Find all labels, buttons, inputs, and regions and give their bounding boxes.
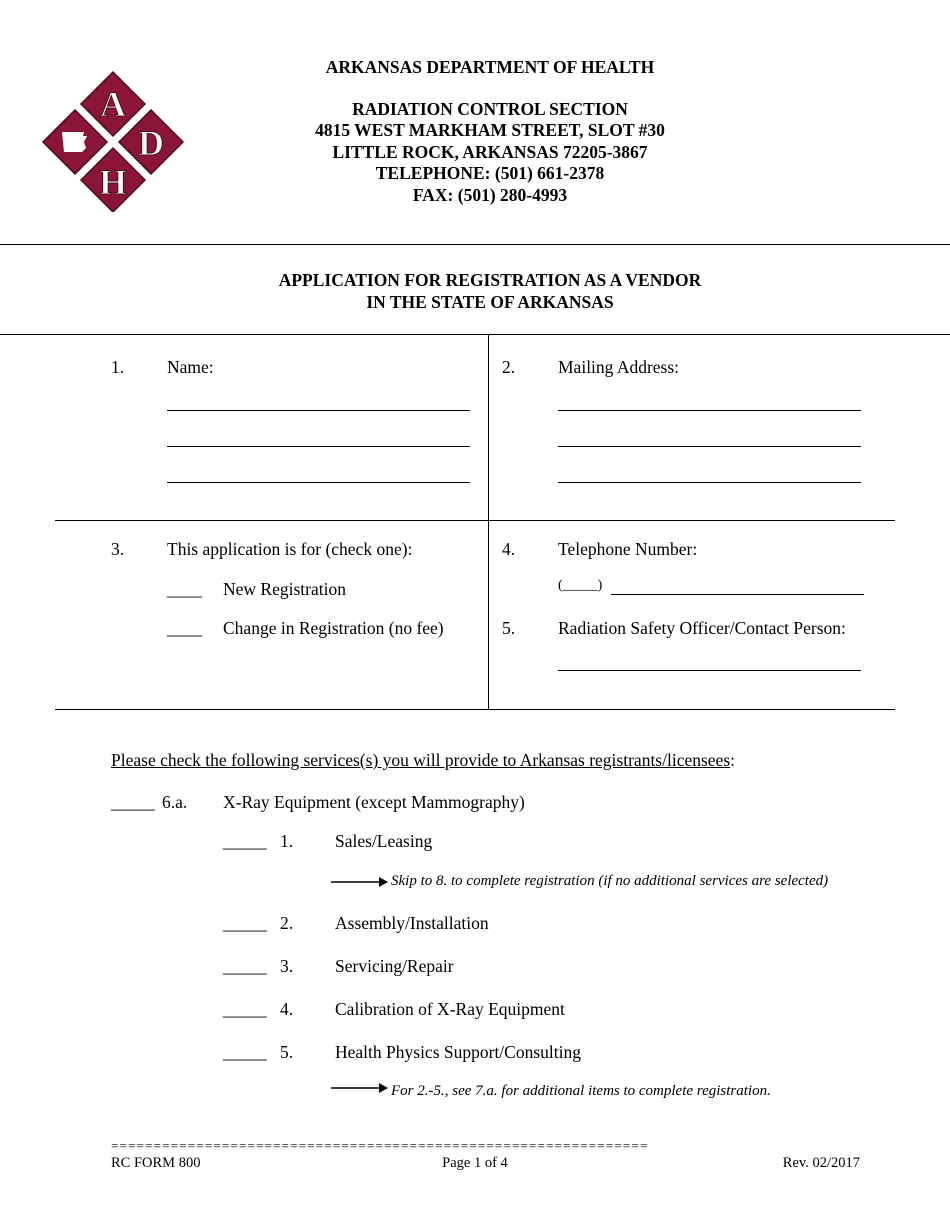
form-id: RC FORM 800: [111, 1155, 201, 1171]
area-code-field[interactable]: (_____): [558, 578, 603, 593]
mailing-input-line-2[interactable]: [558, 446, 861, 447]
title-divider: [0, 334, 950, 335]
agency-name: ARKANSAS DEPARTMENT OF HEALTH: [325, 57, 655, 77]
form-title-line2: IN THE STATE OF ARKANSAS: [366, 292, 614, 312]
phone-input-line[interactable]: [611, 594, 864, 595]
arrow-right-icon-2: [330, 1081, 390, 1099]
city-address: LITTLE ROCK, ARKANSAS 72205-3867: [332, 142, 648, 162]
calibration-label: Calibration of X-Ray Equipment: [335, 999, 565, 1019]
phone-field-number: 4.: [502, 539, 516, 559]
skip-note: Skip to 8. to complete registration (if no additional services are selected): [391, 873, 829, 889]
header-fax: FAX: (501) 280-4993: [412, 185, 568, 205]
assembly-label: Assembly/Installation: [335, 913, 489, 933]
rso-field-label: Radiation Safety Officer/Contact Person:: [558, 618, 846, 638]
mailing-field-number: 2.: [502, 357, 516, 377]
arrow-right-icon-1: [330, 875, 390, 893]
change-registration-checkbox[interactable]: ____: [167, 618, 202, 638]
health-physics-number: 5.: [280, 1042, 294, 1062]
services-intro: [111, 749, 735, 771]
app-type-number: 3.: [111, 539, 125, 559]
item-6a-label: X-Ray Equipment (except Mammography): [223, 792, 525, 812]
additional-items-note: For 2.-5., see 7.a. for additional items to complete registration.: [391, 1083, 771, 1099]
assembly-number: 2.: [280, 913, 294, 933]
street-address: 4815 WEST MARKHAM STREET, SLOT #30: [315, 120, 665, 140]
sales-leasing-number: 1.: [280, 831, 294, 851]
rso-field-number: 5.: [502, 618, 516, 638]
logo-letter-d: D: [138, 123, 164, 163]
name-input-line-3[interactable]: [167, 482, 470, 483]
mailing-input-line-3[interactable]: [558, 482, 861, 483]
name-field-number: 1.: [111, 357, 125, 377]
app-type-label: This application is for (check one):: [167, 539, 413, 559]
health-physics-label: Health Physics Support/Consulting: [335, 1042, 581, 1062]
logo-letter-a: A: [100, 84, 126, 124]
name-input-line-2[interactable]: [167, 446, 470, 447]
adh-logo-graphic: [40, 70, 186, 212]
rso-input-line[interactable]: [558, 670, 861, 671]
section-name: RADIATION CONTROL SECTION: [352, 99, 628, 119]
calibration-number: 4.: [280, 999, 294, 1019]
grid-middle-divider: [55, 520, 895, 521]
sales-leasing-label: Sales/Leasing: [335, 831, 433, 851]
form-title-line1: APPLICATION FOR REGISTRATION AS A VENDOR: [278, 270, 702, 290]
adh-logo: [40, 70, 186, 212]
name-input-line-1[interactable]: [167, 410, 470, 411]
page-number: Page 1 of 4: [442, 1155, 508, 1171]
revision-date: Rev. 02/2017: [782, 1155, 860, 1171]
servicing-checkbox[interactable]: _____: [223, 956, 267, 976]
new-registration-label: New Registration: [223, 579, 346, 599]
header-divider: [0, 244, 950, 245]
arkansas-state-icon: [62, 132, 87, 152]
assembly-checkbox[interactable]: _____: [223, 913, 267, 933]
phone-field-label: Telephone Number:: [558, 539, 698, 559]
new-registration-checkbox[interactable]: ____: [167, 579, 202, 599]
footer-separator: ===============================================================: [111, 1141, 649, 1151]
sales-leasing-checkbox[interactable]: _____: [223, 831, 267, 851]
change-registration-label: Change in Registration (no fee): [223, 618, 444, 638]
calibration-checkbox[interactable]: _____: [223, 999, 267, 1019]
mailing-input-line-1[interactable]: [558, 410, 861, 411]
grid-vertical-divider: [488, 334, 489, 710]
logo-letter-h: H: [98, 162, 128, 202]
servicing-number: 3.: [280, 956, 294, 976]
name-field-label: Name:: [167, 357, 214, 377]
servicing-label: Servicing/Repair: [335, 956, 454, 976]
services-intro-colon: :: [730, 750, 736, 770]
grid-bottom-divider: [55, 709, 895, 710]
header-telephone: TELEPHONE: (501) 661-2378: [375, 163, 605, 183]
health-physics-checkbox[interactable]: _____: [223, 1042, 267, 1062]
item-6a-checkbox[interactable]: _____: [111, 792, 155, 812]
item-6a-number: 6.a.: [162, 792, 188, 812]
services-intro-text: Please check the following services(s) you will provide to Arkansas registrants/licensees: [111, 750, 731, 770]
mailing-field-label: Mailing Address:: [558, 357, 680, 377]
